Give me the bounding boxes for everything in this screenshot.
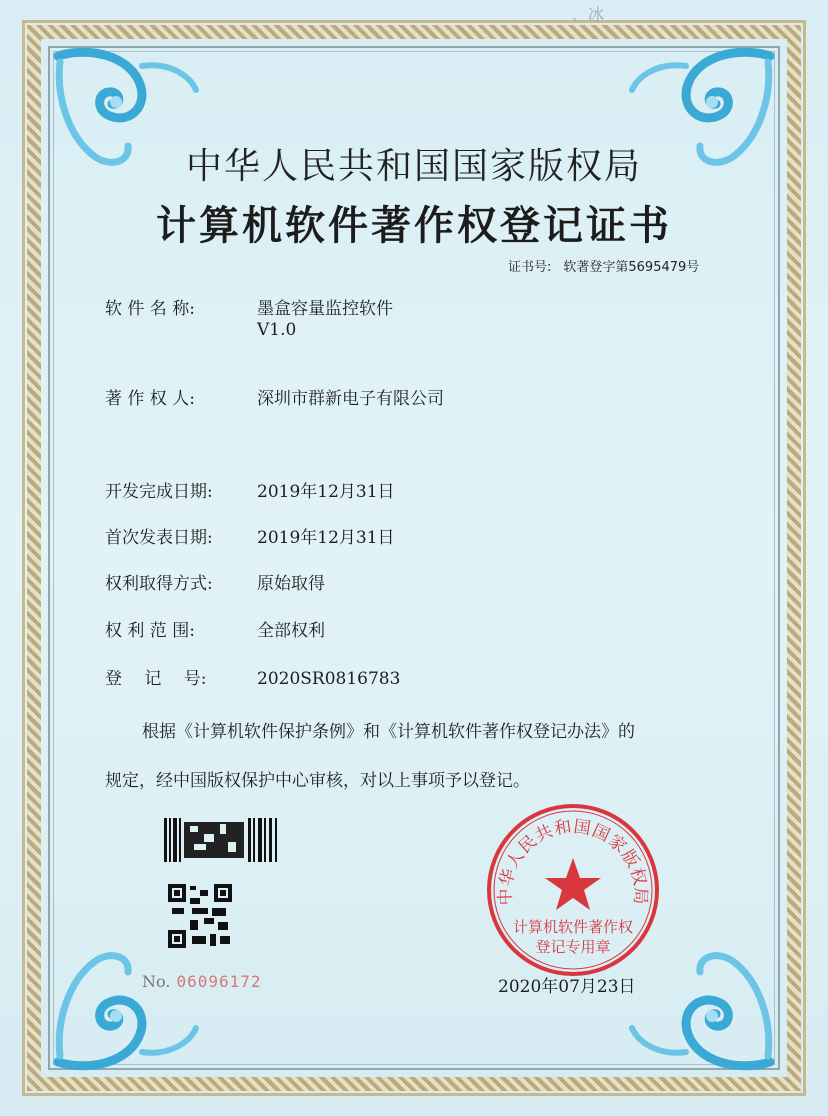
serial-value: 06096172 (176, 972, 262, 991)
serial-number (142, 972, 262, 991)
field-label: 首次发表日期: (105, 528, 213, 548)
field-software-name (105, 294, 393, 319)
issuer-title: 中华人民共和国国家版权局 (185, 146, 642, 187)
field-label: 登 记 号: (105, 669, 207, 689)
field-first-publish-date (105, 523, 395, 548)
seal-inner-line-2: 登记专用章 (535, 938, 611, 956)
corner-ornament-bottom-left (50, 942, 200, 1072)
field-value: 深圳市群新电子有限公司 (257, 389, 444, 409)
software-version: V1.0 (257, 320, 297, 340)
handwritten-mark: 、冰 (572, 5, 605, 24)
field-value: 墨盒容量监控软件 (257, 299, 393, 319)
issue-date: 2020年07月23日 (498, 977, 636, 997)
field-label: 权 利 范 围: (105, 621, 195, 641)
field-registration-no (105, 664, 400, 689)
cert-no-value: 软著登字第5695479号 (563, 260, 700, 275)
seal-outer-text: 中华人民共和国国家版权局 (495, 816, 651, 906)
official-seal (483, 800, 663, 980)
field-label: 著 作 权 人: (105, 389, 195, 409)
certificate-title: 计算机软件著作权登记证书 (156, 202, 672, 249)
field-label: 权利取得方式: (105, 574, 213, 594)
field-rights-scope (105, 616, 325, 641)
seal-inner-line-1: 计算机软件著作权 (512, 918, 634, 936)
field-label: 开发完成日期: (105, 482, 213, 502)
barcode (164, 818, 280, 862)
field-value: 原始取得 (257, 574, 325, 594)
field-acquisition-method (105, 569, 325, 594)
field-copyright-owner (105, 384, 444, 409)
body-text-line-2: 规定，经中国版权保护中心审核，对以上事项予以登记。 (105, 771, 530, 791)
body-text-line-1: 根据《计算机软件保护条例》和《计算机软件著作权登记办法》的 (142, 722, 635, 742)
field-value: 全部权利 (257, 621, 325, 641)
field-value: 2019年12月31日 (257, 528, 395, 548)
seal-star-icon (545, 858, 601, 910)
serial-prefix: No. (142, 972, 171, 991)
field-dev-completion-date (105, 477, 395, 502)
cert-no-label: 证书号: (508, 260, 552, 275)
qr-code (168, 884, 232, 948)
field-label: 软 件 名 称: (105, 299, 195, 319)
certificate-number (508, 256, 699, 275)
field-value: 2020SR0816783 (257, 669, 401, 689)
field-value: 2019年12月31日 (257, 482, 395, 502)
